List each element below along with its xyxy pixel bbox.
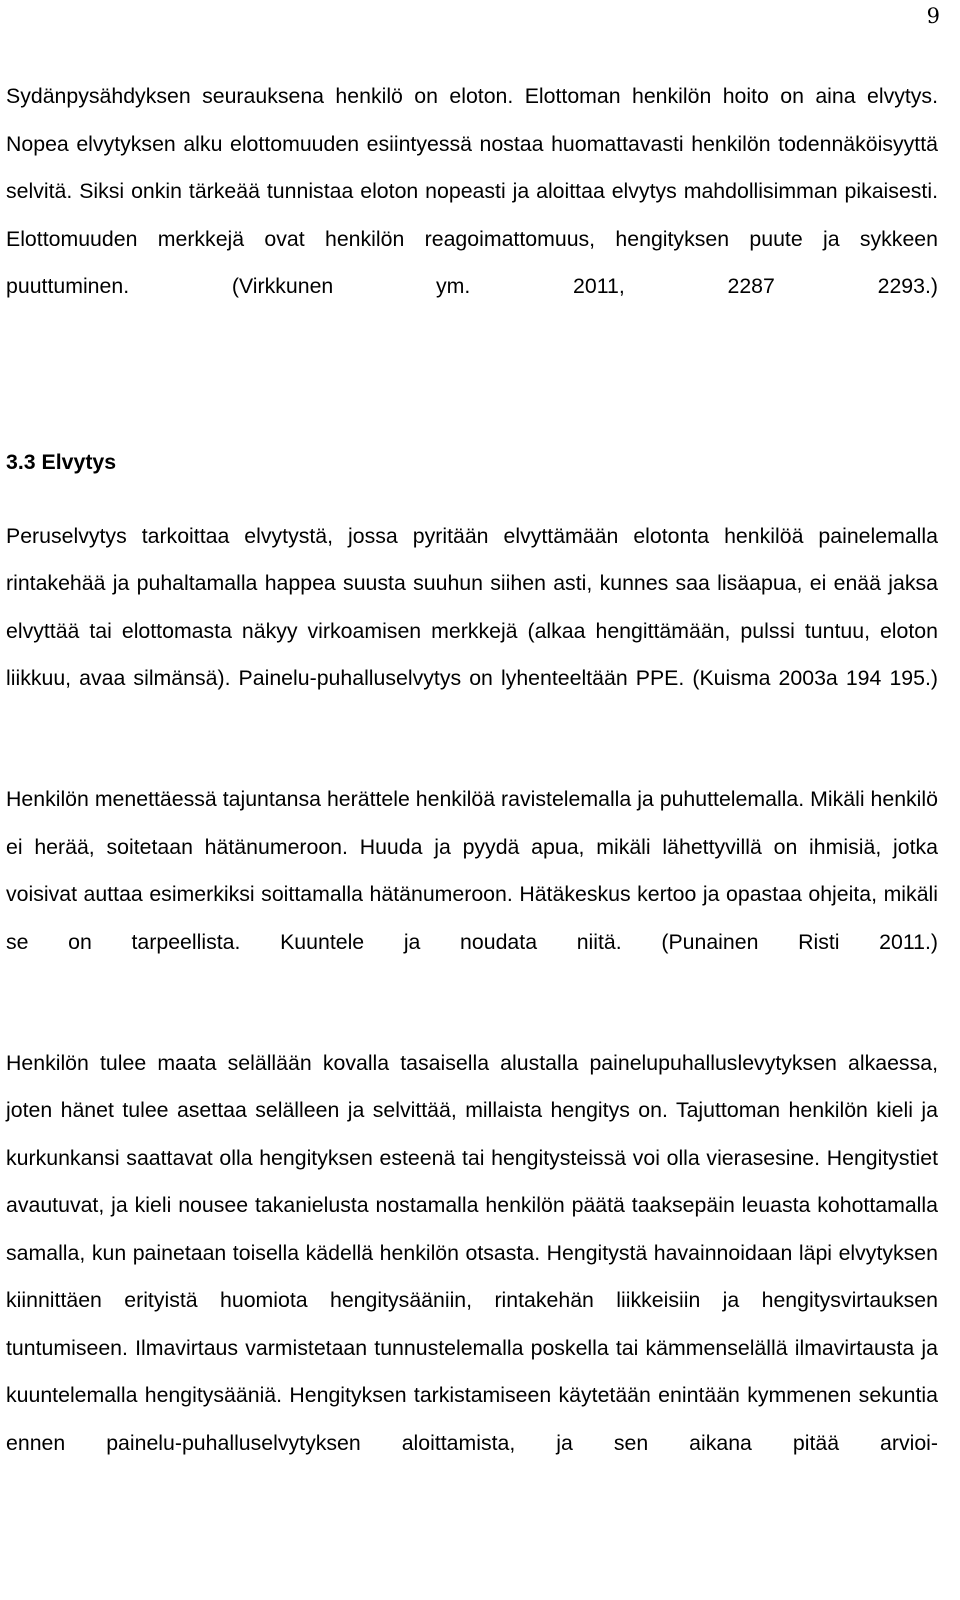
page-number: 9 <box>926 4 940 28</box>
section-paragraph-1: Peruselvytys tarkoittaa elvytystä, jossa pyritään elvyttämään elotonta henkilöä painelemalla rintakehää ja puhaltamalla happea suusta suuhun siihen asti, kunnes saa lisäapua, ei enää jaksa elvyttää tai elottomasta näkyy virkoamisen merkkejä (alkaa hengittämään, pulssi tuntuu, eloton liikkuu, avaa silmänsä). Painelu-puhalluselvytys on lyhenteeltään PPE. (Kuisma 2003a 194 195.) <box>6 523 938 690</box>
section-heading: 3.3 Elvytys <box>6 450 117 474</box>
document-body <box>6 73 938 1515</box>
section-paragraph-2: Henkilön menettäessä tajuntansa herättele henkilöä ravistelemalla ja puhuttelemalla. Mikäli henkilö ei herää, soitetaan hätänumeroon. Huuda ja pyydä apua, mikäli lähettyvillä on ihmisiä, jotka voisivat auttaa esimerkiksi soittamalla hätänumeroon. Hätäkeskus kertoo ja opastaa ohjeita, mikäli se on tarpeellista. Kuuntele ja noudata niitä. (Punainen Risti 2011.) <box>6 787 938 954</box>
intro-paragraph: Sydänpysähdyksen seurauksena henkilö on eloton. Elottoman henkilön hoito on aina elvytys. Nopea elvytyksen alku elottomuuden esiintyessä nostaa huomattavasti henkilön todennäköisyyttä selvitä. Siksi onkin tärkeää tunnistaa eloton nopeasti ja aloittaa elvytys mahdollisimman pikaisesti. Elottomuuden merkkejä ovat henkilön reagoimattomuus, hengityksen puute ja sykkeen puuttuminen. (Virkkunen ym. 2011, 2287 2293.) <box>6 84 938 298</box>
section-paragraph-3: Henkilön tulee maata selällään kovalla tasaisella alustalla painelupuhalluslevytyksen alkaessa, joten hänet tulee asettaa selälleen ja selvittää, millaista hengitys on. Tajuttoman henkilön kieli ja kurkunkansi saattavat olla hengityksen esteenä tai hengitysteissä voi olla vierasesine. Hengitystiet avautuvat, ja kieli nousee takanielusta nostamalla henkilön päätä taaksepäin leuasta kohottamalla samalla, kun painetaan toisella kädellä henkilön otsasta. Hengitystä havainnoidaan läpi elvytyksen kiinnittäen erityistä huomiota hengitysääniin, rintakehän liikkeisiin ja hengitysvirtauksen tuntumiseen. Ilmavirtaus varmistetaan tunnustelemalla poskella tai kämmenselällä ilmavirtausta ja kuuntelemalla hengitysääniä. Hengityksen tarkistamiseen käytetään enintään kymmenen sekuntia ennen painelu-puhalluselvytyksen aloittamista, ja sen aikana pitää arvioi- <box>6 1050 938 1455</box>
